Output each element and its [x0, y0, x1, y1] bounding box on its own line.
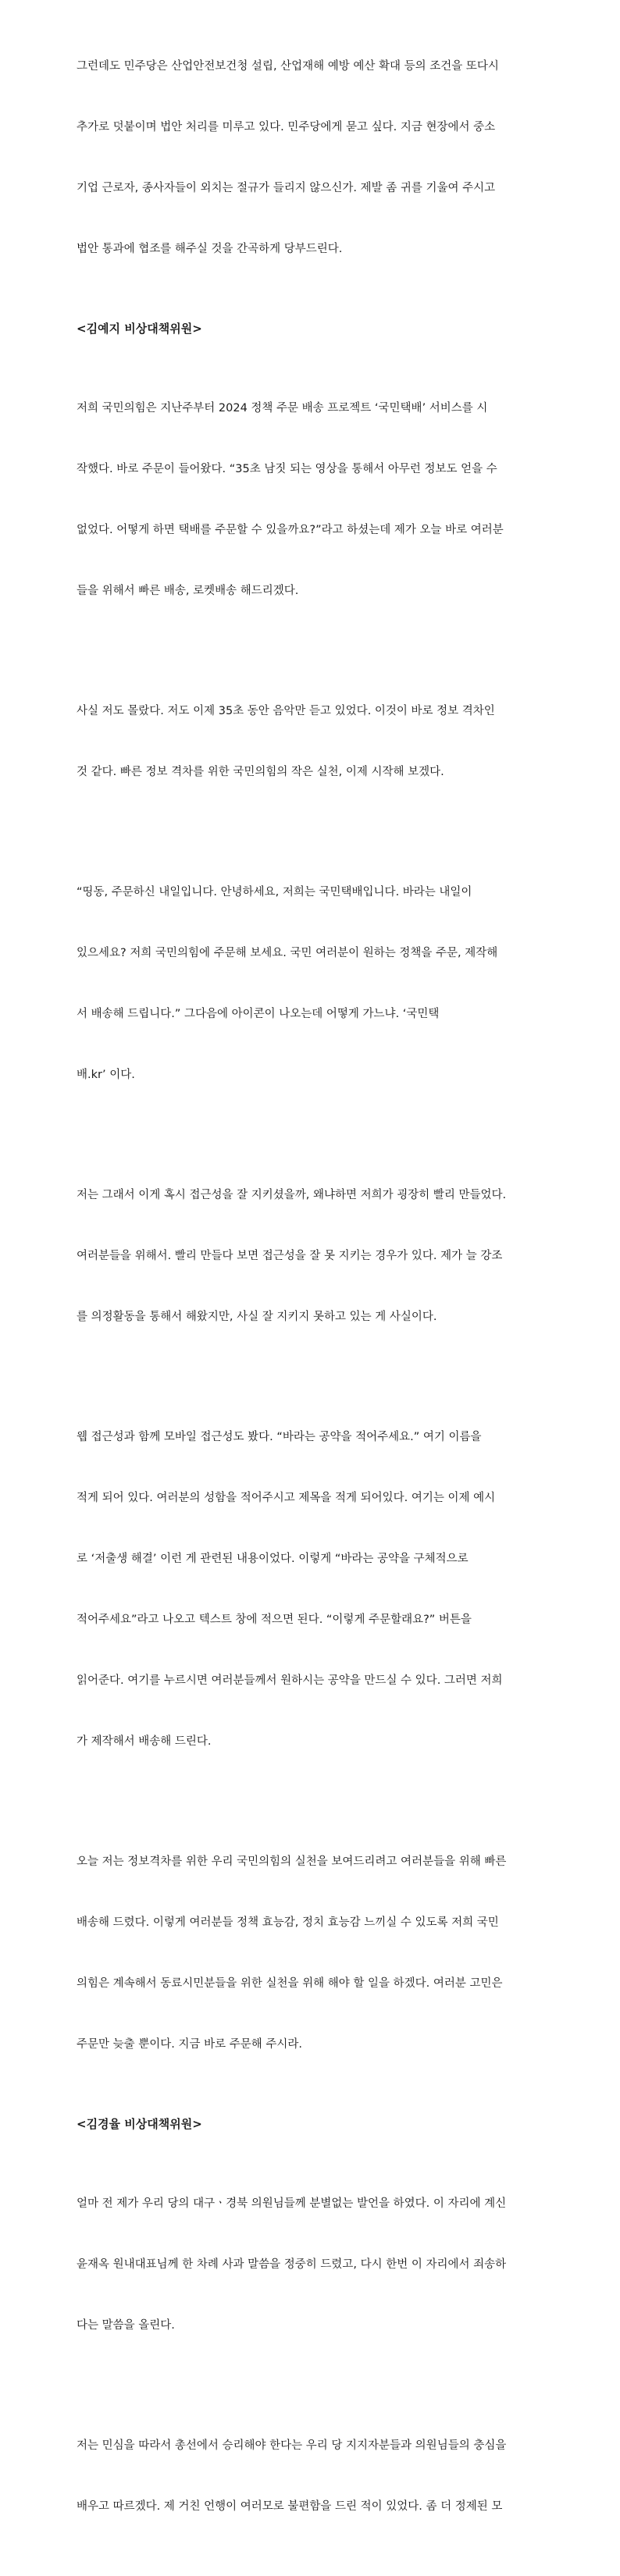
text-line: 배우고 따르겠다. 제 거친 언행이 여러모로 불편함을 드린 적이 있었다. 좀 더 정제된 모 [77, 2500, 503, 2513]
text-line: 없었다. 어떻게 하면 택배를 주문할 수 있을까요?”라고 하셨는데 제가 오늘 바로 여러분 [77, 524, 504, 536]
text-line: 가 제작해서 배송해 드린다. [77, 1735, 212, 1748]
paragraph-7 [77, 1811, 545, 2095]
text-line: 기업 근로자, 종사자들이 외치는 절규가 들리지 않으신가. 제발 좀 귀를 기울여 주시고 [77, 182, 496, 194]
paragraph-3 [77, 660, 545, 823]
paragraph-9 [77, 2395, 545, 2557]
paragraph-2 [77, 358, 545, 642]
text-line: 로 ‘저출생 해결’ 이런 게 관련된 내용이었다. 이렇게 “바라는 공약을 구체적으로 [77, 1553, 469, 1565]
text-line: 읽어준다. 여기를 누르시면 여러분들께서 원하시는 공약을 만드실 수 있다. 그러면 저희 [77, 1674, 503, 1687]
text-line: 윤재옥 원내대표님께 한 차례 사과 말씀을 정중히 드렸고, 다시 한번 이 자리에서 죄송하 [77, 2258, 507, 2271]
paragraph-1 [77, 16, 545, 300]
text-line: 배송해 드렸다. 이렇게 여러분들 정책 효능감, 정치 효능감 느끼실 수 있도록 저희 국민 [77, 1916, 499, 1929]
text-line: 얼마 전 제가 우리 당의 대구ㆍ경북 의원님들께 분별없는 발언을 하였다. 이 자리에 계신 [77, 2197, 507, 2210]
text-line: “띵동, 주문하신 내일입니다. 안녕하세요, 저희는 국민택배입니다. 바라는 내일이 [77, 886, 472, 898]
text-line: 것 같다. 빠른 정보 격차를 위한 국민의힘의 작은 실천, 이제 시작해 보겠다. [77, 766, 444, 778]
text-line: 적어주세요”라고 나오고 텍스트 창에 적으면 된다. “이렇게 주문할래요?” 버튼을 [77, 1614, 472, 1626]
paragraph-6 [77, 1386, 545, 1792]
text-line: 를 의정활동을 통해서 해왔지만, 사실 잘 지키지 못하고 있는 게 사실이다. [77, 1311, 437, 1323]
paragraph-4 [77, 841, 545, 1126]
text-line: 저는 그래서 이게 혹시 접근성을 잘 지키셨을까, 왜냐하면 저희가 굉장히 빨리 만들었다. [77, 1189, 507, 1201]
text-line: 있으세요? 저희 국민의힘에 주문해 보세요. 국민 여러분이 원하는 정책을 주문, 제작해 [77, 947, 498, 959]
text-line: 저는 민심을 따라서 총선에서 승리해야 한다는 우리 당 지지자분들과 의원님들의 충심을 [77, 2439, 507, 2452]
text-line: 오늘 저는 정보격차를 위한 우리 국민의힘의 실천을 보여드리려고 여러분들을 위해 빠른 [77, 1856, 507, 1868]
text-line: 적게 되어 있다. 여러분의 성함을 적어주시고 제목을 적게 되어있다. 여기는 이제 예시 [77, 1492, 496, 1504]
text-line: 작했다. 바로 주문이 들어왔다. “35초 남짓 되는 영상을 통해서 아무런 정보도 얻을 수 [77, 463, 497, 475]
speaker-heading-kim-kyungyul: <김경율 비상대책위원> [77, 2117, 202, 2131]
text-line: 법안 통과에 협조를 해주실 것을 간곡하게 당부드린다. [77, 243, 343, 255]
text-line: 배.kr’ 이다. [77, 1069, 135, 1081]
text-line: 주문만 늦출 뿐이다. 지금 바로 주문해 주시라. [77, 2038, 302, 2051]
text-line: 웹 접근성과 함께 모바일 접근성도 봤다. “바라는 공약을 적어주세요.” 여기 이름을 [77, 1431, 482, 1443]
text-line: 다는 말씀을 올린다. [77, 2319, 175, 2332]
document-page [77, 16, 545, 2576]
text-line: 사실 저도 몰랐다. 저도 이제 35초 동안 음악만 듣고 있었다. 이것이 바로 정보 격차인 [77, 705, 495, 717]
text-line: 추가로 덧붙이며 법안 처리를 미루고 있다. 민주당에게 묻고 싶다. 지금 현장에서 중소 [77, 121, 496, 133]
text-line: 들을 위해서 빠른 배송, 로켓배송 해드리겠다. [77, 585, 299, 597]
paragraph-8 [77, 2153, 545, 2376]
text-line: 의힘은 계속해서 동료시민분들을 위한 실천을 위해 해야 할 일을 하겠다. 여러분 고민은 [77, 1977, 503, 1990]
paragraph-5 [77, 1144, 545, 1368]
text-line: 여러분들을 위해서. 빨리 만들다 보면 접근성을 잘 못 지키는 경우가 있다. 제가 늘 강조 [77, 1250, 503, 1262]
text-line: 서 배송해 드립니다.” 그다음에 아이콘이 나오는데 어떻게 가느냐. ‘국민택 [77, 1008, 440, 1020]
text-line: 저희 국민의힘은 지난주부터 2024 정책 주문 배송 프로젝트 ‘국민택배’ 서비스를 시 [77, 402, 488, 415]
speaker-heading-kim-yeji: <김예지 비상대책위원> [77, 322, 202, 336]
text-line: 그런데도 민주당은 산업안전보건청 설립, 산업재해 예방 예산 확대 등의 조건을 또다시 [77, 60, 499, 73]
